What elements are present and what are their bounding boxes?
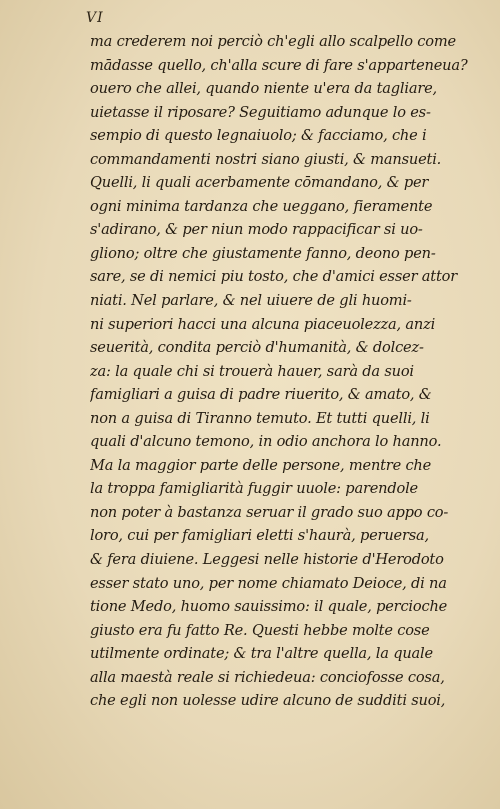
text-line: giusto era fu fatto Re. Questi hebbe molte cose <box>90 621 430 639</box>
text-line: gliono; oltre che giustamente fanno, deono pen- <box>90 244 436 262</box>
text-line: famigliari a guisa di padre riuerito, & amato, & <box>90 386 432 404</box>
text-line: che egli non uolesse udire alcuno de sudditi suoi, <box>90 692 446 710</box>
text-line: commandamenti nostri siano giusti, & mansueti. <box>90 150 442 168</box>
text-line: ni superiori hacci una alcuna piaceuolezza, anzi <box>90 315 436 333</box>
text-line: loro, cui per famigliari eletti s'haurà, peruersa, <box>90 527 429 545</box>
text-line: alla maestà reale si richiedeua: conciofosse cosa, <box>90 668 445 686</box>
text-line: non poter à bastanza seruar il grado suo appo co- <box>90 503 449 521</box>
text-line: ogni minima tardanza che ueggano, fieramente <box>90 197 433 215</box>
text-line: non a guisa di Tiranno temuto. Et tutti quelli, li <box>90 409 430 427</box>
text-line: la troppa famigliarità fuggir uuole: parendole <box>90 480 418 498</box>
text-line: Ma la maggior parte delle persone, mentre che <box>90 456 432 474</box>
text-line: utilmente ordinate; & tra l'altre quella, la quale <box>90 645 433 663</box>
text-line: sare, se di nemici piu tosto, che d'amici esser attor <box>90 268 457 286</box>
text-line: ma crederem noi perciò ch'egli allo scalpello come <box>90 33 456 50</box>
text-line: & fera diuiene. Leggesi nelle historie d'Herodoto <box>90 551 444 569</box>
text-line: Quelli, li quali acerbamente cōmandano, & per <box>90 174 429 192</box>
text-line: niati. Nel parlare, & nel uiuere de gli huomi- <box>90 292 412 310</box>
body-text <box>90 30 470 713</box>
text-line: tione Medo, huomo sauissimo: il quale, percioche <box>90 598 448 616</box>
text-line: mādasse quello, ch'alla scure di fare s'apparteneua? <box>90 56 468 74</box>
text-line: esser stato uno, per nome chiamato Deioce, di na <box>90 574 447 592</box>
text-line: uietasse il riposare? Seguitiamo adunque lo es- <box>90 103 431 121</box>
text-line: quali d'alcuno temono, in odio anchora lo hanno. <box>90 433 442 451</box>
text-line: s'adirano, & per niun modo rappacificar si uo- <box>90 221 423 239</box>
text-line: seuerità, condita perciò d'humanità, & dolcez- <box>90 339 424 357</box>
text-line: za: la quale chi si trouerà hauer, sarà da suoi <box>90 362 414 380</box>
text-line: sempio di questo legnaiuolo; & facciamo, che i <box>90 127 427 145</box>
text-line: ouero che allei, quando niente u'era da tagliare, <box>90 80 437 98</box>
page-number: VI <box>86 10 104 26</box>
